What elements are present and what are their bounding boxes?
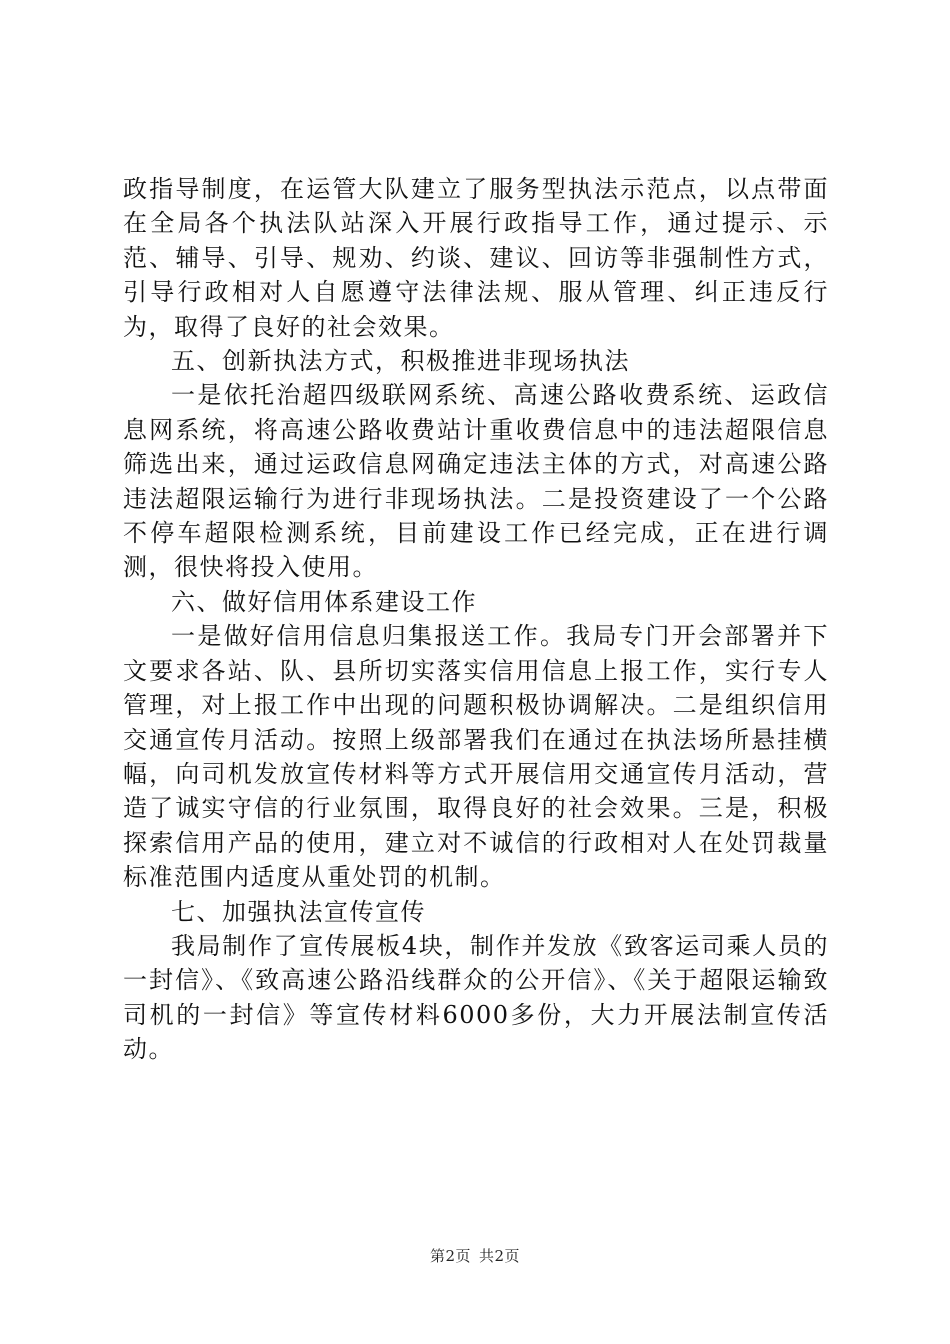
section-heading-five: 五、创新执法方式，积极推进非现场执法 <box>171 347 630 376</box>
section-heading-six: 六、做好信用体系建设工作 <box>171 587 477 616</box>
paragraph-continuation: 政指导制度，在运管大队建立了服务型执法示范点，以点带面在全局各个执法队站深入开展行政指导工作，通过提示、示范、辅导、引导、规劝、约谈、建议、回访等非强制性方式，引导行政相对人自愿遵守法律法规、服从管理、纠正违反行为，取得了良好的社会效果。 <box>123 175 829 341</box>
section-heading-seven: 七、加强执法宣传宣传 <box>171 897 426 926</box>
page-total: 共2页 <box>479 1247 521 1265</box>
document-body <box>123 172 829 1067</box>
paragraph-section-six: 一是做好信用信息归集报送工作。我局专门开会部署并下文要求各站、队、县所切实落实信用信息上报工作，实行专人管理，对上报工作中出现的问题积极协调解决。二是组织信用交通宣传月活动。按照上级部署我们在通过在执法场所悬挂横幅，向司机发放宣传材料等方式开展信用交通宣传月活动，营造了诚实守信的行业氛围，取得良好的社会效果。三是，积极探索信用产品的使用，建立对不诚信的行政相对人在处罚裁量标准范围内适度从重处罚的机制。 <box>123 622 829 892</box>
page-footer <box>0 1245 950 1266</box>
paragraph-section-seven: 我局制作了宣传展板4块，制作并发放《致客运司乘人员的一封信》、《致高速公路沿线群众的公开信》、《关于超限运输致司机的一封信》等宣传材料6000多份，大力开展法制宣传活动。 <box>123 931 829 1064</box>
paragraph-section-five: 一是依托治超四级联网系统、高速公路收费系统、运政信息网系统，将高速公路收费站计重收费信息中的违法超限信息筛选出来，通过运政信息网确定违法主体的方式，对高速公路违法超限运输行为进行非现场执法。二是投资建设了一个公路不停车超限检测系统，目前建设工作已经完成，正在进行调测，很快将投入使用。 <box>123 381 829 582</box>
page-number: 第2页 <box>429 1247 471 1265</box>
